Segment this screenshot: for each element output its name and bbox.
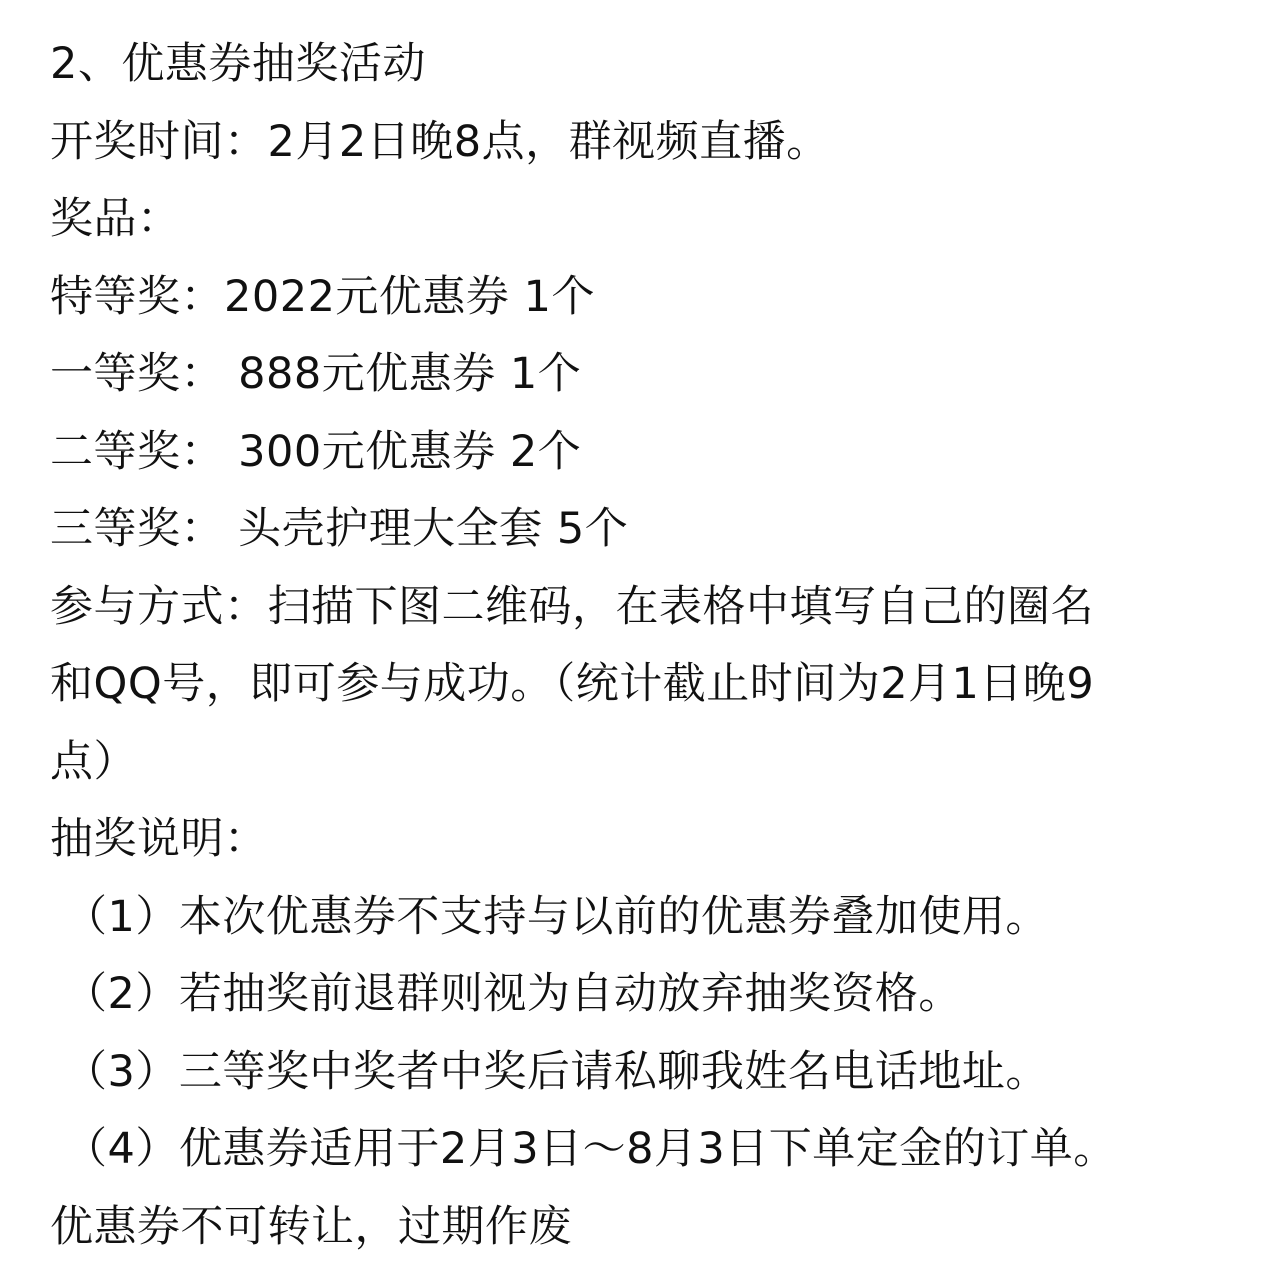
participation-line-3: 点） [50, 724, 1250, 802]
document-body [50, 26, 1250, 1266]
rule-item-1: （1）本次优惠券不支持与以前的优惠券叠加使用。 [50, 879, 1250, 957]
prize-second: 二等奖： 300元优惠券 2个 [50, 414, 1250, 492]
participation-line-1: 参与方式：扫描下图二维码，在表格中填写自己的圈名 [50, 569, 1250, 647]
prizes-heading: 奖品： [50, 181, 1250, 259]
rule-item-4: （4）优惠券适用于2月3日～8月3日下单定金的订单。 [50, 1111, 1250, 1189]
prize-first: 一等奖： 888元优惠券 1个 [50, 336, 1250, 414]
prize-special: 特等奖：2022元优惠券 1个 [50, 259, 1250, 337]
draw-time-line: 开奖时间：2月2日晚8点，群视频直播。 [50, 104, 1250, 182]
section-title: 2、优惠券抽奖活动 [50, 26, 1250, 104]
prize-third: 三等奖： 头壳护理大全套 5个 [50, 491, 1250, 569]
participation-line-2: 和QQ号，即可参与成功。（统计截止时间为2月1日晚9 [50, 646, 1250, 724]
rule-item-2: （2）若抽奖前退群则视为自动放弃抽奖资格。 [50, 956, 1250, 1034]
closing-note: 优惠券不可转让，过期作废 [50, 1189, 1250, 1266]
rules-heading: 抽奖说明： [50, 801, 1250, 879]
rule-item-3: （3）三等奖中奖者中奖后请私聊我姓名电话地址。 [50, 1034, 1250, 1112]
